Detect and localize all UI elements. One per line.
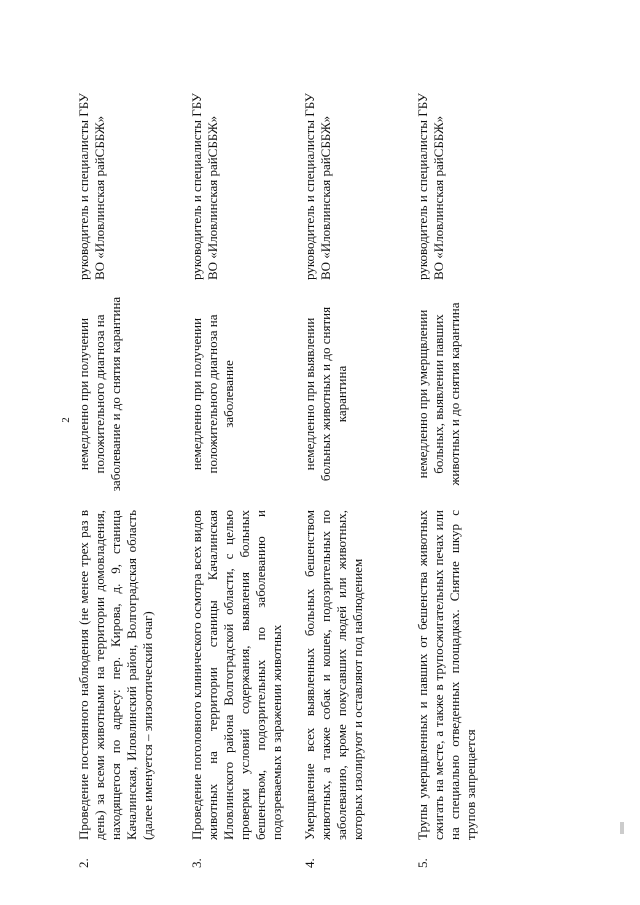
row-deadline: немедленно при получении положительного диагноза на заболевание [189, 314, 236, 474]
row-action: Умерщвление всех выявленных больных бешенством животных, а также собак и кошек, подозрительных по заболеванию, кроме покусавших людей или животных, которых изолируют и оставляют под наблюдением [302, 510, 365, 840]
table-row [189, 30, 302, 870]
row-action: Трупы умерщвленных и павших от бешенства животных сжигать на месте, а также в трупосжигательных печах или на специально отведенных площадках. Снятие шкур с трупов запрещается [415, 510, 478, 840]
table-row [302, 30, 415, 870]
table-row [76, 30, 189, 870]
row-responsible: руководитель и специалисты ГБУ ВО «Иловлинская райСББЖ» [189, 93, 220, 280]
page-number: 2 [60, 417, 72, 423]
row-responsible: руководитель и специалисты ГБУ ВО «Иловлинская райСББЖ» [302, 93, 333, 280]
table-row [415, 30, 528, 870]
rotated-table [60, 30, 620, 870]
row-action: Проведение постоянного наблюдения (не менее трех раз в день) за всеми животными на территории домовладения, находящегося по адресу: пер. Кирова, д. 9, станица Качалинская, Иловлинский район, Волгоградская область (далее именуется – эпизоотический очаг) [76, 510, 155, 840]
row-deadline: немедленно при получении положительного диагноза на заболевание и до снятия карантина [76, 296, 123, 492]
row-number: 3. [189, 858, 204, 868]
row-action: Проведение поголовного клинического осмотра всех видов животных на территории станицы Качалинская Иловлинского района Волгоградской области, с целью проверки условий содержания, выявления больных бешенством, подозрительных по заболеванию и подозреваемых в заражении животных [189, 510, 284, 840]
row-number: 2. [76, 858, 91, 868]
measures-table [76, 30, 528, 870]
row-number: 4. [302, 858, 317, 868]
row-deadline: немедленно при умерщвлении больных, выявлении павших животных и до снятия карантина [415, 302, 462, 486]
row-responsible: руководитель и специалисты ГБУ ВО «Иловлинская райСББЖ» [415, 93, 446, 280]
scan-mark [620, 822, 624, 834]
row-deadline: немедленно при выявлении больных животных и до снятия карантина [302, 306, 349, 482]
row-number: 5. [415, 858, 430, 868]
row-responsible: руководитель и специалисты ГБУ ВО «Иловлинская райСББЖ» [76, 93, 107, 280]
